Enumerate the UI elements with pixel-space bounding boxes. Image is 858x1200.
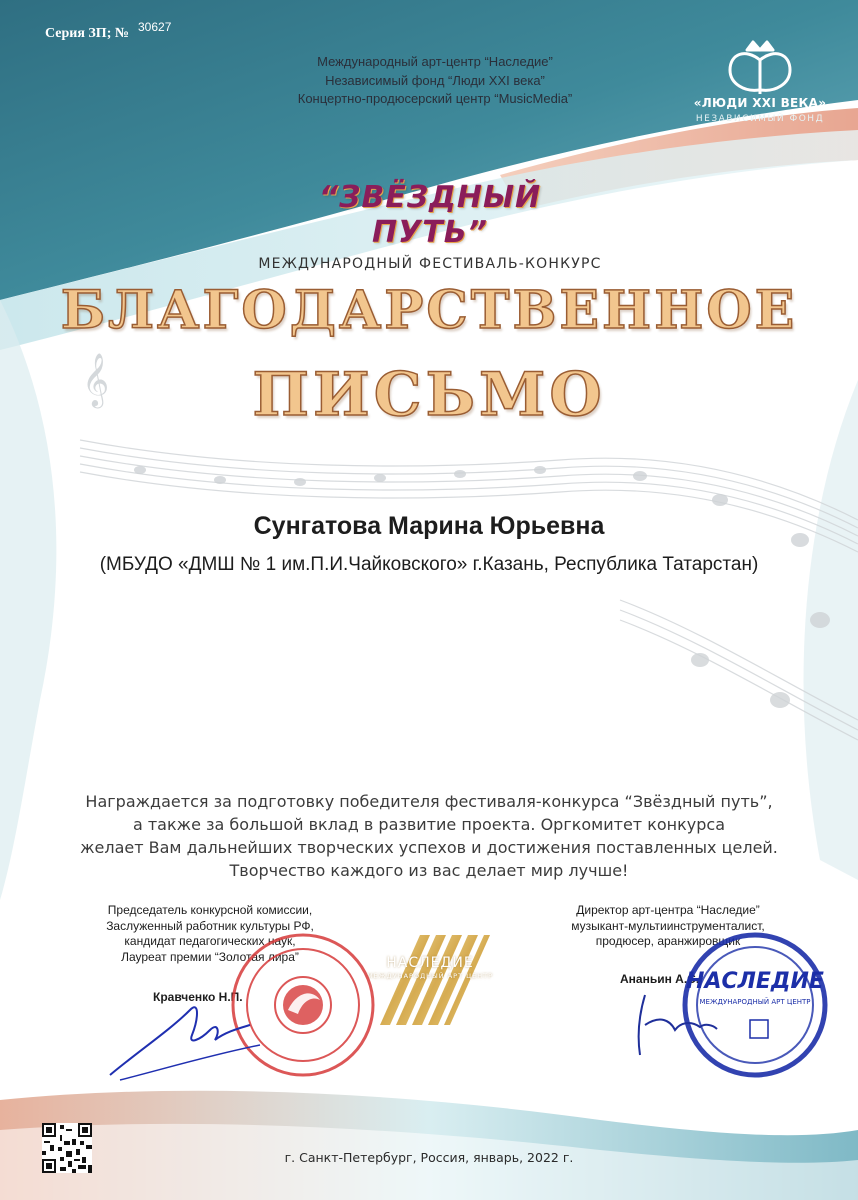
blue-stamp-subtitle: МЕЖДУНАРОДНЫЙ АРТ ЦЕНТР (699, 998, 811, 1006)
signatory-right-title-3: продюсер, аранжировщик (595, 934, 741, 948)
partner-logo-name: «ЛЮДИ XXI ВЕКА» (693, 96, 827, 110)
right-signature (625, 985, 720, 1065)
blue-stamp-text: НАСЛЕДИЕ (686, 969, 824, 994)
svg-text:𝄞: 𝄞 (82, 352, 110, 406)
signatory-left-name: Кравченко Н.П. (153, 990, 243, 1004)
signatory-left-title-3: кандидат педагогических наук, (124, 934, 296, 948)
festival-logo: “ЗВЁЗДНЫЙ ПУТЬ” (318, 180, 542, 250)
document-title-line1: БЛАГОДАРСТВЕННОЕ (60, 280, 798, 341)
left-signature (100, 990, 270, 1090)
center-logo-name: НАСЛЕДИЕ (386, 955, 474, 971)
organizers-list (230, 53, 640, 109)
award-line-2: а также за большой вклад в развитие проекта. Оргкомитет конкурса (132, 815, 726, 834)
recipient-name: Сунгатова Марина Юрьевна (253, 512, 605, 540)
signatory-right-title-1: Директор арт-центра “Наследие” (576, 903, 760, 917)
recipient-organization: (МБУДО «ДМШ № 1 им.П.И.Чайковского» г.Казань, Республика Татарстан) (99, 554, 759, 575)
signatory-left-title-1: Председатель конкурсной комиссии, (107, 903, 313, 917)
partner-logo-subtitle: НЕЗАВИСИМЫЙ ФОНД (695, 114, 825, 124)
serial-label: Серия ЗП; № (45, 26, 129, 41)
signatory-left-title-4: Лауреат премии “Золотая лира” (121, 949, 299, 964)
center-logo-subtitle: МЕЖДУНАРОДНЫЙ АРТ ЦЕНТР (366, 972, 494, 980)
signatory-left-title-2: Заслуженный работник культуры РФ, (106, 918, 314, 933)
document-title-line2: ПИСЬМО (252, 360, 606, 430)
festival-subtitle: МЕЖДУНАРОДНЫЙ ФЕСТИВАЛЬ-КОНКУРС (258, 256, 602, 272)
qr-code-icon (42, 1123, 92, 1173)
signatory-right-title-2: музыкант-мультиинструменталист, (571, 918, 765, 933)
award-line-3: желает Вам дальнейших творческих успехов и достижения поставленных целей. (80, 838, 778, 857)
organizer-2: Независимый фонд “Люди XXI века” (325, 72, 545, 88)
serial-number: 30627 (138, 20, 172, 34)
organizer-1: Международный арт-центр “Наследие” (317, 54, 553, 69)
organizer-3: Концертно-продюсерский центр “MusicMedia” (297, 91, 573, 106)
award-line-1: Награждается за подготовку победителя фестиваля-конкурса “Звёздный путь”, (85, 792, 773, 811)
footer-place-date: г. Санкт-Петербург, Россия, январь, 2022 г. (284, 1150, 574, 1165)
signatory-right-name: Ананьин А.С. (620, 972, 700, 986)
award-text (40, 790, 818, 882)
award-line-4: Творчество каждого из вас делает мир лучше! (229, 861, 629, 880)
